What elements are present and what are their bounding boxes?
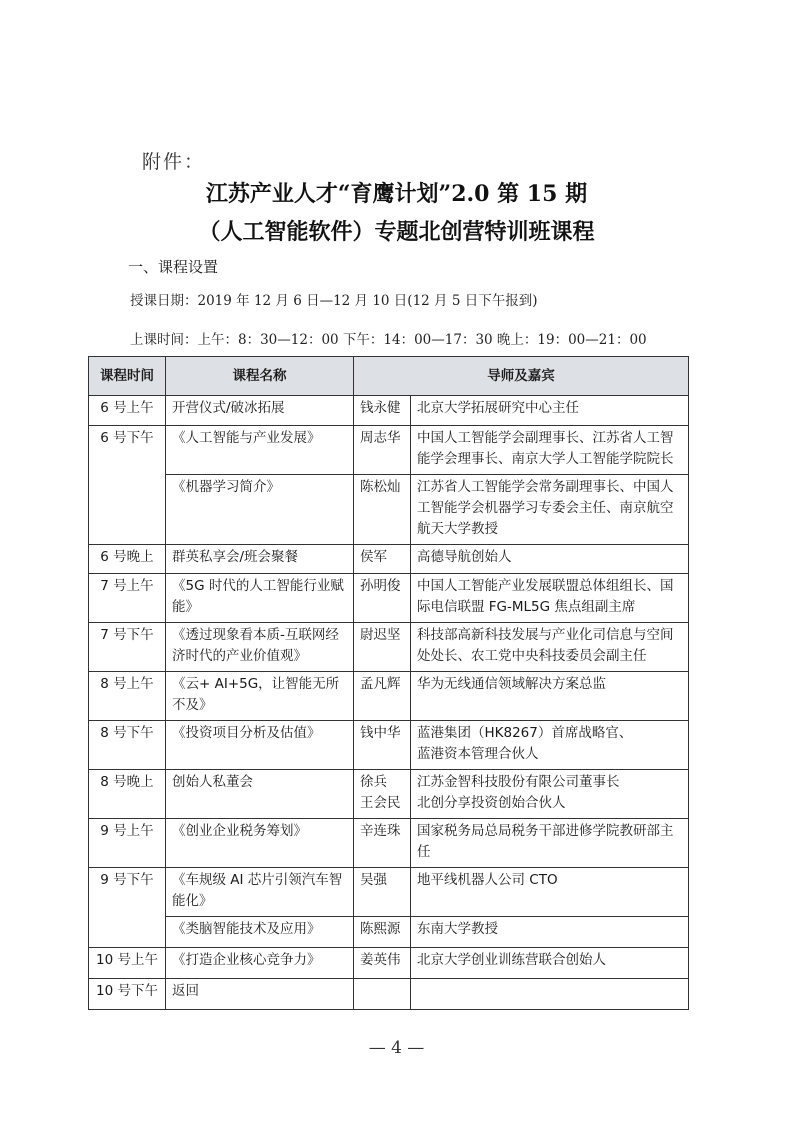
- row-course: 《云+ AI+5G，让智能无所不及》: [166, 672, 354, 721]
- row-tutor: [354, 770, 411, 819]
- row-tutor-title: 中国人工智能产业发展联盟总体组组长、国际电信联盟 FG-ML5G 焦点组副主席: [411, 574, 689, 623]
- table-row: [89, 979, 689, 1010]
- table-row: [89, 426, 689, 475]
- row-course: 《机器学习简介》: [166, 475, 354, 545]
- row-tutor-title: [411, 721, 689, 770]
- table-row: [89, 721, 689, 770]
- document-title-line1: 江苏产业人才“育鹰计划”2.0 第 15 期: [205, 181, 588, 207]
- row-tutor: 陈松灿: [354, 475, 411, 545]
- row-time: 10 号上午: [89, 948, 166, 979]
- table-row: [89, 672, 689, 721]
- row-tutor-title: 江苏省人工智能学会常务副理事长、中国人工智能学会机器学习专委会主任、南京航空航天大学教授: [411, 475, 689, 545]
- row-tutor-title: 北京大学创业训练营联合创始人: [411, 948, 689, 979]
- row-time: 10 号下午: [89, 979, 166, 1010]
- document-title-line2: （人工智能软件）专题北创营特训班课程: [198, 219, 595, 245]
- section-heading: 一、课程设置: [128, 258, 219, 276]
- row-tutor-title: 北京大学拓展研究中心主任: [411, 396, 689, 426]
- row-course: 《类脑智能技术及应用》: [166, 917, 354, 948]
- header-course: 课程名称: [166, 357, 354, 396]
- row-tutor: 钱中华: [354, 721, 411, 770]
- row-course: 《车规级 AI 芯片引领汽车智能化》: [166, 868, 354, 917]
- row-tutor-title: 高德导航创始人: [411, 545, 689, 574]
- tutor-name: 王会民: [360, 795, 401, 811]
- row-tutor-title: [411, 979, 689, 1010]
- teaching-dates: 授课日期：2019 年 12 月 6 日—12 月 10 日(12 月 5 日下午报到): [130, 293, 538, 309]
- table-header-row: [89, 357, 689, 396]
- row-time: 6 号上午: [89, 396, 166, 426]
- table-row: [89, 475, 689, 545]
- row-time: 8 号上午: [89, 672, 166, 721]
- row-time: 7 号上午: [89, 574, 166, 623]
- row-course: 创始人私董会: [166, 770, 354, 819]
- row-tutor: 尉迟坚: [354, 623, 411, 672]
- table-row: [89, 396, 689, 426]
- attachment-label: 附件：: [142, 151, 206, 173]
- row-course: 《透过现象看本质-互联网经济时代的产业价值观》: [166, 623, 354, 672]
- row-tutor: [354, 979, 411, 1010]
- row-tutor: 侯军: [354, 545, 411, 574]
- tutor-name: 徐兵: [360, 774, 387, 790]
- row-time: 6 号晚上: [89, 545, 166, 574]
- tutor-title-line: 江苏金智科技股份有限公司董事长: [417, 774, 620, 790]
- page-number: — 4 —: [368, 1038, 425, 1058]
- row-time: 6 号下午: [89, 426, 166, 545]
- row-tutor-title: 国家税务局总局税务干部进修学院教研部主任: [411, 819, 689, 868]
- table-row: [89, 819, 689, 868]
- row-time: 8 号下午: [89, 721, 166, 770]
- row-tutor: 吴强: [354, 868, 411, 917]
- row-course: 《投资项目分析及估值》: [166, 721, 354, 770]
- row-tutor: 钱永健: [354, 396, 411, 426]
- row-time: 9 号下午: [89, 868, 166, 948]
- tutor-title-line: 北创分享投资创始合伙人: [417, 795, 566, 811]
- table-row: [89, 868, 689, 917]
- table-row: [89, 623, 689, 672]
- row-tutor: 孟凡辉: [354, 672, 411, 721]
- row-tutor-title: 地平线机器人公司 CTO: [411, 868, 689, 917]
- row-course: 《打造企业核心竞争力》: [166, 948, 354, 979]
- row-course: 开营仪式/破冰拓展: [166, 396, 354, 426]
- row-tutor-title: 科技部高新科技发展与产业化司信息与空间处处长、农工党中央科技委员会副主任: [411, 623, 689, 672]
- row-tutor: 周志华: [354, 426, 411, 475]
- row-tutor: 辛连珠: [354, 819, 411, 868]
- row-course: 群英私享会/班会聚餐: [166, 545, 354, 574]
- row-tutor: 陈熙源: [354, 917, 411, 948]
- table-row: [89, 770, 689, 819]
- row-tutor: 孙明俊: [354, 574, 411, 623]
- row-tutor-title: 东南大学教授: [411, 917, 689, 948]
- tutor-title-line: 蓝港集团（HK8267）首席战略官、: [417, 725, 633, 741]
- row-tutor-title: 华为无线通信领域解决方案总监: [411, 672, 689, 721]
- header-mentor: 导师及嘉宾: [354, 357, 689, 396]
- row-course: 《创业企业税务筹划》: [166, 819, 354, 868]
- row-course: 《人工智能与产业发展》: [166, 426, 354, 475]
- row-time: 7 号下午: [89, 623, 166, 672]
- table-row: [89, 917, 689, 948]
- row-course: 《5G 时代的人工智能行业赋能》: [166, 574, 354, 623]
- class-times: 上课时间：上午：8：30—12：00 下午：14：00—17：30 晚上：19：00—21：00: [130, 332, 647, 348]
- row-tutor-title: 中国人工智能学会副理事长、江苏省人工智能学会理事长、南京大学人工智能学院院长: [411, 426, 689, 475]
- tutor-title-line: 蓝港资本管理合伙人: [417, 746, 539, 762]
- header-time: 课程时间: [89, 357, 166, 396]
- table-row: [89, 545, 689, 574]
- row-time: 9 号上午: [89, 819, 166, 868]
- table-row: [89, 574, 689, 623]
- row-course: 返回: [166, 979, 354, 1010]
- row-tutor-title: [411, 770, 689, 819]
- table-row: [89, 948, 689, 979]
- row-time: 8 号晚上: [89, 770, 166, 819]
- row-tutor: 姜英伟: [354, 948, 411, 979]
- course-schedule-table: [88, 356, 689, 1010]
